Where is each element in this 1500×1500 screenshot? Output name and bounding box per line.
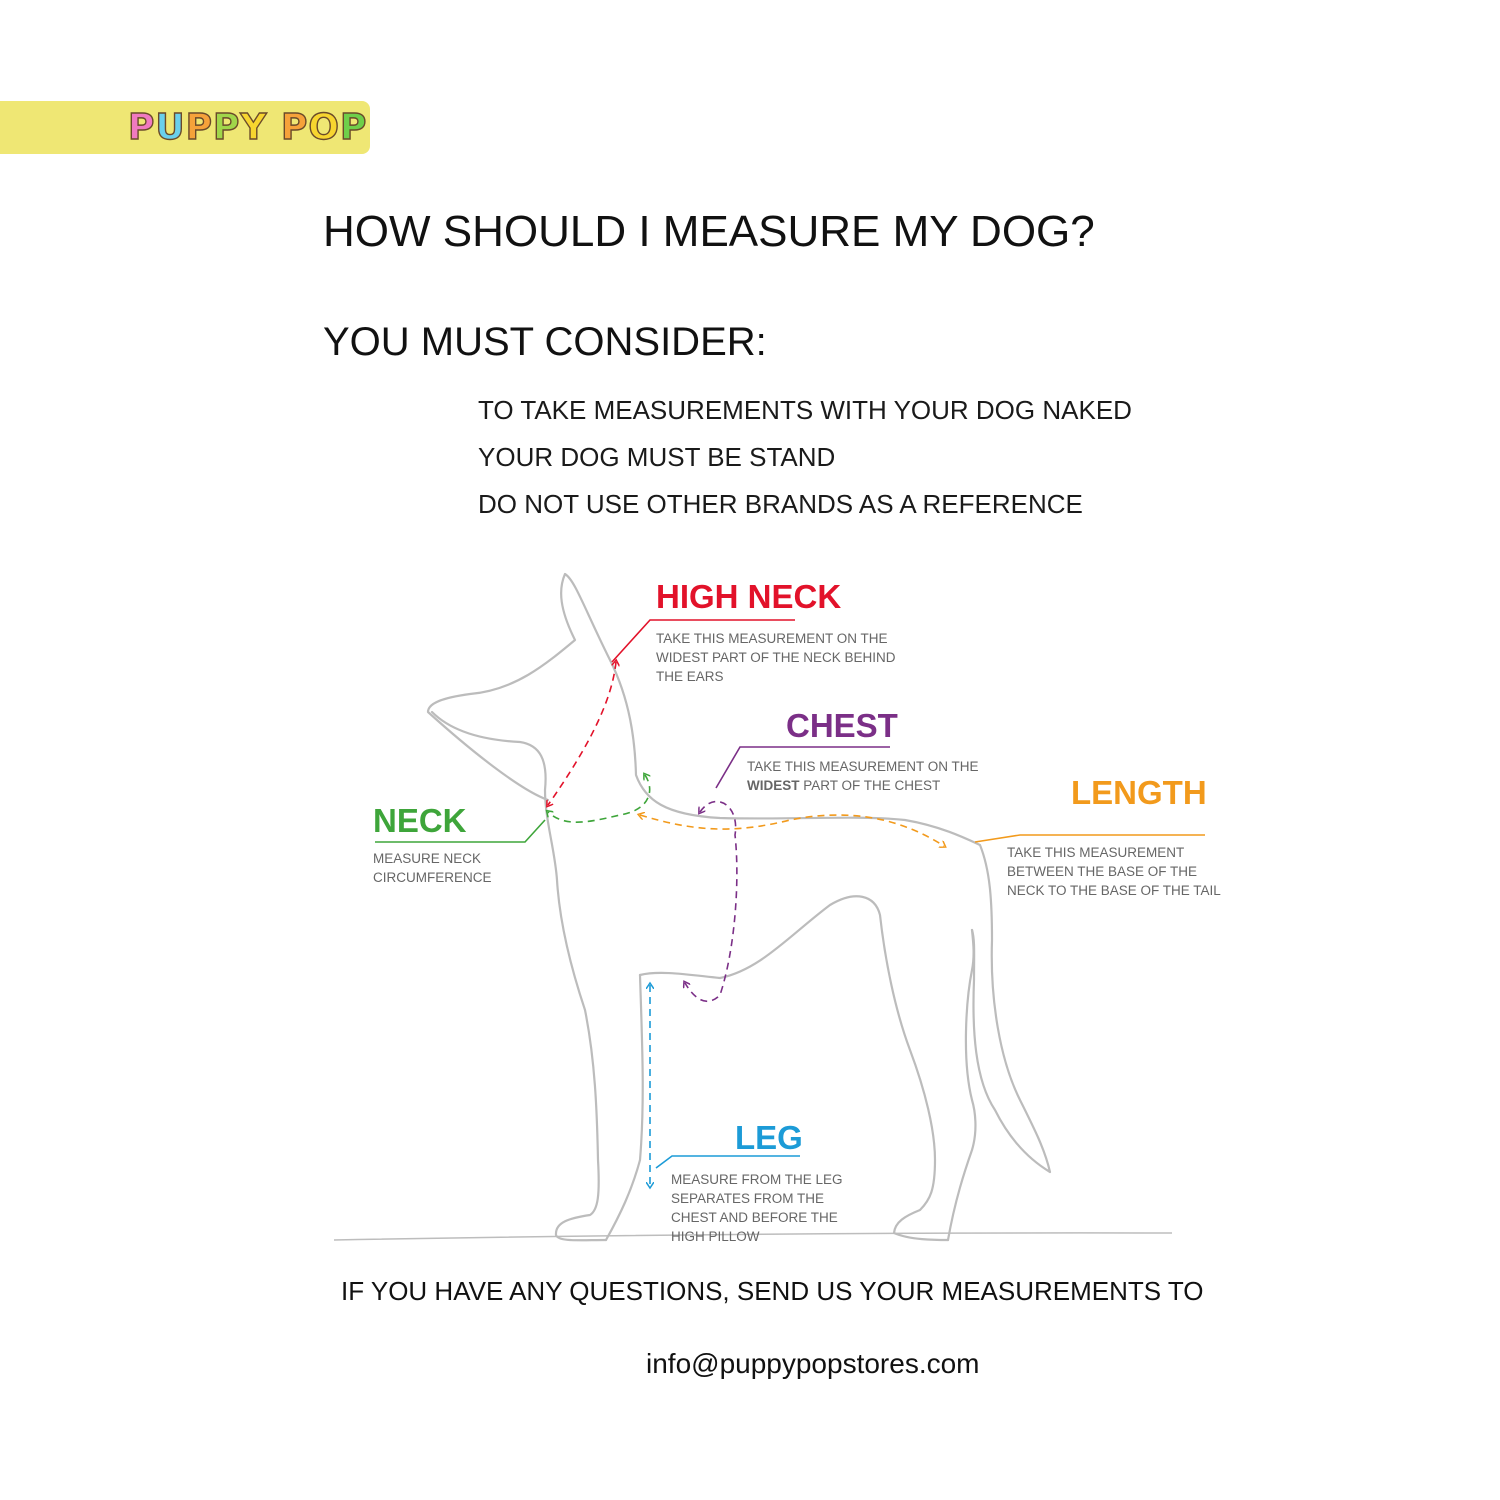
- logo-letter: Y: [240, 107, 268, 148]
- desc-line: TAKE THIS MEASUREMENT: [1007, 845, 1185, 860]
- desc-line: [747, 776, 979, 795]
- logo-letter: O: [308, 107, 341, 148]
- desc-line: BETWEEN THE BASE OF THE: [1007, 864, 1198, 879]
- chest-description: [747, 757, 979, 795]
- high-neck-arrow-path: [548, 662, 616, 805]
- high-neck-description: [656, 629, 896, 686]
- desc-line: NECK TO THE BASE OF THE TAIL: [1007, 883, 1221, 898]
- rule-item: YOUR DOG MUST BE STAND: [478, 442, 836, 472]
- desc-line: TAKE THIS MEASUREMENT ON THE: [656, 631, 888, 646]
- desc-line: CIRCUMFERENCE: [373, 870, 492, 885]
- page-title: HOW SHOULD I MEASURE MY DOG?: [323, 207, 1095, 256]
- contact-prompt: IF YOU HAVE ANY QUESTIONS, SEND US YOUR MEASUREMENTS TO: [341, 1276, 1204, 1306]
- logo-letter: P: [340, 107, 368, 148]
- chest-label: CHEST: [786, 707, 898, 744]
- leg-leader: [656, 1156, 800, 1168]
- length-description: [1007, 843, 1221, 900]
- leg-description: [671, 1170, 843, 1246]
- logo-letter: P: [281, 107, 309, 148]
- leg-label: LEG: [735, 1119, 803, 1156]
- rule-item: DO NOT USE OTHER BRANDS AS A REFERENCE: [478, 489, 1083, 519]
- page-subtitle: YOU MUST CONSIDER:: [323, 320, 767, 364]
- desc-line: WIDEST PART OF THE NECK BEHIND: [656, 650, 896, 665]
- contact-email-link[interactable]: info@puppypopstores.com: [646, 1348, 980, 1379]
- chest-arrow-path: [685, 802, 737, 1002]
- neck-description: [373, 849, 492, 887]
- desc-emphasis: WIDEST: [747, 778, 800, 793]
- rule-item: TO TAKE MEASUREMENTS WITH YOUR DOG NAKED: [478, 395, 1132, 425]
- desc-line: SEPARATES FROM THE: [671, 1191, 825, 1206]
- logo-letter: P: [128, 107, 156, 148]
- logo-letter: U: [155, 107, 186, 148]
- desc-rest: PART OF THE CHEST: [799, 778, 941, 793]
- logo-letter: P: [185, 107, 214, 148]
- desc-line: CHEST AND BEFORE THE: [671, 1210, 838, 1225]
- desc-line: THE EARS: [656, 669, 724, 684]
- logo-letter: P: [213, 107, 241, 148]
- length-leader: [975, 835, 1205, 842]
- desc-line: HIGH PILLOW: [671, 1229, 760, 1244]
- length-label: LENGTH: [1071, 774, 1207, 811]
- length-measure: [640, 815, 1205, 846]
- desc-line: MEASURE FROM THE LEG: [671, 1172, 843, 1187]
- desc-line: TAKE THIS MEASUREMENT ON THE: [747, 759, 979, 774]
- desc-line: MEASURE NECK: [373, 851, 482, 866]
- neck-label: NECK: [373, 802, 467, 839]
- high-neck-label: HIGH NECK: [656, 578, 842, 615]
